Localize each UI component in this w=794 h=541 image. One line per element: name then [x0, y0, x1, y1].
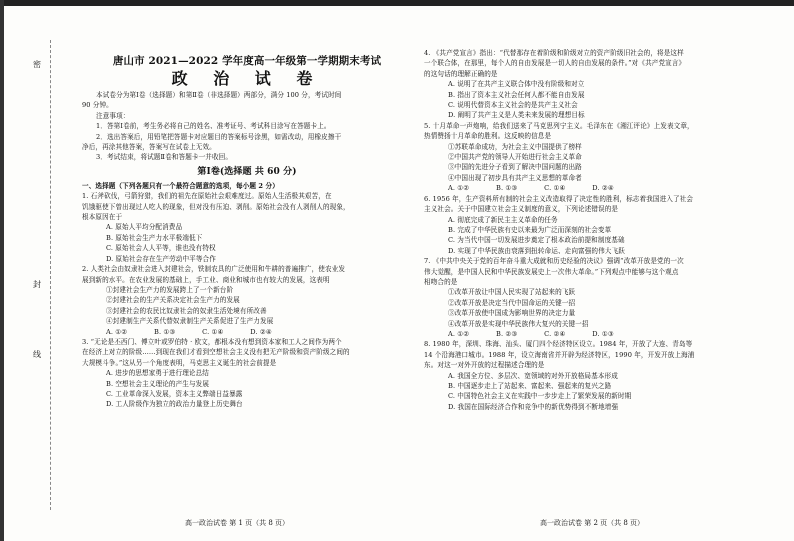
question-text: 的这句话的理解正确的是: [424, 69, 498, 78]
intro-line: 3．考试结束，将试题Ⅱ卷和答题卡一并收回。: [96, 153, 233, 162]
question-text: 热情赞扬十月革命的胜利。这反映的信息是: [424, 132, 552, 141]
question-4: [424, 48, 774, 121]
question-text: 5. 十月革命一声炮响，给我们送来了马克思列宁主义。毛泽东在《湘江评论》上发表文章，: [424, 121, 694, 130]
question-text: 东。对这一对外开放的过程描述合理的是: [424, 361, 545, 370]
question-text: 展到新的水平。在农业发展的基础上，手工业、商业和城市也有较大的发展，这表明: [82, 275, 330, 284]
statement: ①封建社会生产力的发展跨上了一个新台阶: [106, 285, 234, 294]
question-8: [424, 339, 774, 412]
statement: ④中国出现了初步具有共产主义思想的革命者: [448, 173, 582, 182]
margin-label-mi: 密: [33, 60, 41, 69]
option: A. 彻底完成了新民主主义革命的任务: [448, 215, 558, 224]
question-text: 在经济上对立的阶级……到现在我们才看到空想社会主义没有把无产阶级和资产阶级之间的: [82, 348, 350, 357]
statement: ①苏联革命成功，为社会主义中国提供了榜样: [448, 142, 582, 151]
question-text: 相吻合的是: [424, 277, 458, 286]
margin-label-feng: 封: [33, 280, 41, 289]
statement: ②封建社会的生产关系决定社会生产力的发展: [106, 296, 240, 305]
part-heading: 一、选择题（下列各题只有一个最符合题意的选项，每小题 2 分）: [82, 181, 279, 190]
statement: ①改革开放让中国人民实现了站起来的飞跃: [448, 288, 576, 297]
option: D. 我国在国际经济合作和竞争中的新优势得到不断地增强: [448, 402, 619, 411]
question-text: 一个联合体，在那里，每个人的自由发展是一切人的自由发展的条件。”对《共产党宣言》: [424, 59, 686, 68]
statement: ②中国共产党的领导人开始进行社会主义革命: [448, 153, 582, 162]
question-text: 根本原因在于: [82, 213, 123, 222]
option: C. 为当代中国一切发展进步奠定了根本政治前提和制度基础: [448, 236, 625, 245]
option: C. 原始社会人人平等，谁也没有特权: [106, 244, 216, 253]
question-text: 大规模斗争。”这从另一个角度表明，马克思主义诞生的社会前提是: [82, 358, 277, 367]
scan-edge-top: [0, 0, 794, 6]
question-2: [82, 264, 412, 337]
left-column: [82, 54, 412, 410]
right-column: [424, 48, 774, 412]
option: C. 工业革命深入发展，资本主义弊端日益暴露: [106, 389, 243, 398]
page-footer-right: 高一政治试卷 第 2 页（共 8 页）: [540, 519, 645, 527]
option: D. 实现了中华民族由衰落到扭转命运、走向富强的伟大飞跃: [448, 246, 625, 255]
question-text: 7. 《中共中央关于党的百年奋斗重大成就和历史经验的决议》强调“改革开放是党的一次: [424, 257, 684, 266]
intro-line: 本试卷分为第Ⅰ卷（选择题）和第Ⅱ卷（非选择题）两部分，满分 100 分，考试时间: [96, 91, 342, 99]
option-row: A. ①② B. ①③ C. ①④ D. ②④: [106, 327, 272, 336]
option: D. 工人阶级作为独立的政治力量登上历史舞台: [106, 400, 243, 409]
page-footer-left: 高一政治试卷 第 1 页（共 8 页）: [185, 519, 290, 527]
question-6: [424, 194, 774, 256]
question-text: 4. 《共产党宣言》指出：“代替那存在着阶级和阶级对立的资产阶级旧社会的，将是这样: [424, 49, 684, 57]
option: A. 原始人平均分配消费品: [106, 223, 183, 232]
statement: ④封建制生产关系代替奴隶制生产关系促进了生产力发展: [106, 317, 274, 326]
question-3: [82, 337, 412, 410]
question-text: 1. 石斧砍伐，弓箭狩猎，我们的祖先在原始社会艰难度过。原始人生活极其艰苦，在: [82, 192, 332, 201]
binding-margin: [6, 40, 74, 510]
question-text: 3. “无论是丕西门、傅立叶或罗伯特 · 欧文，都根本没有想到资本家和工人之间作为两个: [82, 337, 342, 346]
option: A. 说明了在共产主义联合体中没有阶级和对立: [448, 80, 585, 89]
exam-subject-title: 政 治 试 卷: [171, 69, 323, 88]
statement: ③封建社会的农民比奴隶社会的奴隶生活处境有所改善: [106, 306, 267, 315]
question-text: 伟大觉醒，是中国人民和中华民族发展史上一次伟大革命。”下列观点中能够与这个观点: [424, 267, 679, 276]
scan-edge-left: [0, 0, 4, 541]
option-row: A. ①② B. ②③ C. ②④ D. ①③: [448, 329, 614, 338]
option: B. 完成了中华民族有史以来最为广泛而深刻的社会变革: [448, 225, 612, 234]
option: B. 中国逐步走上了站起来、富起来、强起来的复兴之路: [448, 382, 612, 390]
option: D. 原始社会存在生产劳动中平等合作: [106, 254, 216, 263]
binding-dashed-line: [50, 40, 51, 510]
question-5: [424, 121, 774, 194]
option: A. 我国全方位、多层次、宽领域的对外开放格局基本形成: [448, 371, 618, 380]
intro-line: 注意事项：: [96, 111, 130, 120]
option: B. 指出了资本主义社会任何人都不能自由发展: [448, 90, 585, 99]
question-1: [82, 191, 412, 264]
intro-block: [82, 90, 412, 163]
question-text: 主义社会。关于中国建立社会主义制度的意义，下列论述错误的是: [424, 205, 619, 214]
option-row: A. ①② B. ①③ C. ①④ D. ②④: [448, 184, 614, 193]
statement: ③中国的先进分子看到了解决中国问题的出路: [448, 163, 582, 172]
intro-line: 90 分钟。: [82, 101, 113, 110]
option: B. 空想社会主义理论的产生与发展: [106, 379, 210, 388]
intro-line: 1．答第Ⅰ卷前，考生务必将自己的姓名、准考证号、考试科目涂写在答题卡上。: [96, 122, 331, 131]
statement: ②改革开放是决定当代中国命运的关键一招: [448, 298, 576, 307]
option: B. 原始社会生产力水平极端低下: [106, 233, 203, 242]
intro-line: 净后，再涂其他答案，答案写在试卷上无效。: [82, 143, 216, 152]
section-heading: 第Ⅰ卷(选择题 共 60 分): [197, 166, 297, 177]
question-text: 8. 1980 年，深圳、珠海、汕头、厦门四个经济特区设立。1984 年，开放了大连、青岛等: [424, 340, 693, 349]
option: D. 阐明了共产主义是人类未来发展的理想目标: [448, 111, 585, 120]
exam-title: 唐山市 2021—2022 学年度高一年级第一学期期末考试: [112, 55, 382, 67]
margin-label-xian: 线: [33, 350, 41, 359]
option: C. 说明代替资本主义社会的是共产主义社会: [448, 101, 578, 110]
intro-line: 2．选出答案后，用铅笔把答题卡对应题目的答案标号涂黑，如需改动，用橡皮擦干: [96, 132, 342, 141]
question-text: 2. 人类社会由奴隶社会进入封建社会，铁制农具的广泛使用和牛耕的普遍推广，使农业发: [82, 265, 346, 274]
question-text: 14 个沿海港口城市。1988 年，设立海南省并开辟为经济特区，1990 年，开发开放上海浦: [424, 350, 695, 359]
option: C. 中国特色社会主义在实践中一步步走上了繁荣发展的新时期: [448, 392, 632, 401]
question-text: 饥饿驱使下曾出现过人吃人的现象，但对没有压迫、剥削。原始社会没有人剥削人的现象，: [82, 202, 350, 211]
question-text: 6. 1956 年，生产资料所有制的社会主义改造取得了决定性的胜利，标志着我国进入了社会: [424, 194, 694, 203]
option: A. 进步的思想家勇于进行理论总结: [106, 369, 209, 378]
question-7: [424, 256, 774, 339]
statement: ③改革开放使中国成为影响世界的决定力量: [448, 309, 576, 318]
statement: ④改革开放是实现中华民族伟大复兴的关键一招: [448, 319, 589, 328]
